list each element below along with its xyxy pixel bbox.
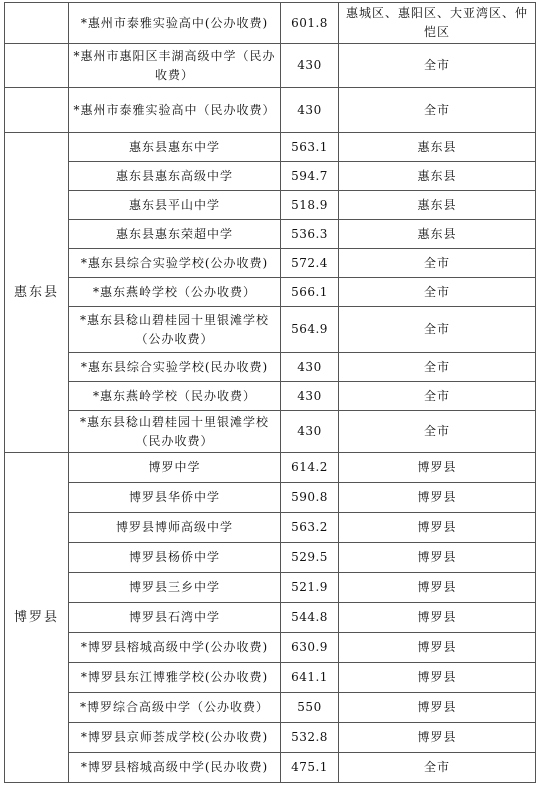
table-row bbox=[5, 191, 536, 220]
school-cell: 惠东县平山中学 bbox=[69, 191, 281, 220]
area-cell: 博罗县 bbox=[339, 633, 536, 663]
table-row bbox=[5, 453, 536, 483]
area-cell: 全市 bbox=[339, 382, 536, 411]
area-cell: 博罗县 bbox=[339, 483, 536, 513]
table-row bbox=[5, 133, 536, 162]
area-cell: 博罗县 bbox=[339, 513, 536, 543]
score-cell: 563.2 bbox=[281, 513, 339, 543]
table-row bbox=[5, 249, 536, 278]
school-cell: *惠东燕岭学校（公办收费） bbox=[69, 278, 281, 307]
area-cell: 全市 bbox=[339, 44, 536, 88]
table-row bbox=[5, 513, 536, 543]
table-row bbox=[5, 603, 536, 633]
score-cell: 518.9 bbox=[281, 191, 339, 220]
table-row bbox=[5, 307, 536, 353]
school-cell: 博罗中学 bbox=[69, 453, 281, 483]
school-cell: 博罗县石湾中学 bbox=[69, 603, 281, 633]
score-cell: 430 bbox=[281, 353, 339, 382]
score-cell: 563.1 bbox=[281, 133, 339, 162]
table-row bbox=[5, 723, 536, 753]
region-cell bbox=[5, 3, 69, 44]
table-row bbox=[5, 633, 536, 663]
school-cell: *惠州市泰雅实验高中(公办收费) bbox=[69, 3, 281, 44]
school-cell: *惠东县综合实验学校(公办收费) bbox=[69, 249, 281, 278]
school-cell: 博罗县华侨中学 bbox=[69, 483, 281, 513]
score-cell: 475.1 bbox=[281, 753, 339, 783]
admission-score-table bbox=[4, 2, 536, 783]
score-cell: 536.3 bbox=[281, 220, 339, 249]
region-cell bbox=[5, 44, 69, 88]
score-cell: 614.2 bbox=[281, 453, 339, 483]
area-cell: 惠东县 bbox=[339, 162, 536, 191]
school-cell: 惠东县惠东高级中学 bbox=[69, 162, 281, 191]
table-row bbox=[5, 220, 536, 249]
table-row bbox=[5, 753, 536, 783]
area-cell: 全市 bbox=[339, 411, 536, 453]
school-cell: 博罗县三乡中学 bbox=[69, 573, 281, 603]
area-cell: 全市 bbox=[339, 753, 536, 783]
school-cell: *博罗县京师荟成学校(公办收费) bbox=[69, 723, 281, 753]
area-cell: 全市 bbox=[339, 278, 536, 307]
school-cell: 惠东县惠东荣超中学 bbox=[69, 220, 281, 249]
area-cell: 惠东县 bbox=[339, 191, 536, 220]
school-cell: *惠东县综合实验学校(民办收费) bbox=[69, 353, 281, 382]
school-cell: 惠东县惠东中学 bbox=[69, 133, 281, 162]
table-row bbox=[5, 88, 536, 133]
area-cell: 全市 bbox=[339, 88, 536, 133]
score-cell: 529.5 bbox=[281, 543, 339, 573]
table-row bbox=[5, 44, 536, 88]
score-cell: 430 bbox=[281, 382, 339, 411]
table-row bbox=[5, 162, 536, 191]
area-cell: 惠城区、惠阳区、大亚湾区、仲恺区 bbox=[339, 3, 536, 44]
area-cell: 博罗县 bbox=[339, 543, 536, 573]
area-cell: 博罗县 bbox=[339, 573, 536, 603]
region-cell: 博罗县 bbox=[5, 453, 69, 783]
school-cell: *惠东县稔山碧桂园十里银滩学校（民办收费） bbox=[69, 411, 281, 453]
school-cell: *惠州市泰雅实验高中（民办收费） bbox=[69, 88, 281, 133]
school-cell: *惠州市惠阳区丰湖高级中学（民办收费） bbox=[69, 44, 281, 88]
table-row bbox=[5, 3, 536, 44]
table-row bbox=[5, 353, 536, 382]
area-cell: 惠东县 bbox=[339, 133, 536, 162]
score-cell: 430 bbox=[281, 411, 339, 453]
area-cell: 博罗县 bbox=[339, 663, 536, 693]
table-row bbox=[5, 573, 536, 603]
score-cell: 564.9 bbox=[281, 307, 339, 353]
school-cell: 博罗县杨侨中学 bbox=[69, 543, 281, 573]
score-cell: 594.7 bbox=[281, 162, 339, 191]
score-cell: 630.9 bbox=[281, 633, 339, 663]
table-row bbox=[5, 483, 536, 513]
score-cell: 430 bbox=[281, 88, 339, 133]
score-cell: 521.9 bbox=[281, 573, 339, 603]
school-cell: *惠东燕岭学校（民办收费） bbox=[69, 382, 281, 411]
score-cell: 566.1 bbox=[281, 278, 339, 307]
score-cell: 532.8 bbox=[281, 723, 339, 753]
area-cell: 博罗县 bbox=[339, 693, 536, 723]
school-cell: *惠东县稔山碧桂园十里银滩学校（公办收费） bbox=[69, 307, 281, 353]
school-cell: *博罗县榕城高级中学(民办收费) bbox=[69, 753, 281, 783]
table-row bbox=[5, 411, 536, 453]
score-cell: 550 bbox=[281, 693, 339, 723]
score-cell: 572.4 bbox=[281, 249, 339, 278]
school-cell: *博罗综合高级中学（公办收费） bbox=[69, 693, 281, 723]
region-cell: 惠东县 bbox=[5, 133, 69, 453]
score-cell: 430 bbox=[281, 44, 339, 88]
area-cell: 博罗县 bbox=[339, 453, 536, 483]
table-row bbox=[5, 663, 536, 693]
area-cell: 博罗县 bbox=[339, 603, 536, 633]
area-cell: 博罗县 bbox=[339, 723, 536, 753]
table-row bbox=[5, 382, 536, 411]
school-cell: 博罗县博师高级中学 bbox=[69, 513, 281, 543]
score-cell: 590.8 bbox=[281, 483, 339, 513]
school-cell: *博罗县榕城高级中学(公办收费) bbox=[69, 633, 281, 663]
score-cell: 601.8 bbox=[281, 3, 339, 44]
score-cell: 641.1 bbox=[281, 663, 339, 693]
school-cell: *博罗县东江博雅学校(公办收费) bbox=[69, 663, 281, 693]
area-cell: 全市 bbox=[339, 249, 536, 278]
table-row bbox=[5, 693, 536, 723]
table-row bbox=[5, 278, 536, 307]
region-cell bbox=[5, 88, 69, 133]
area-cell: 全市 bbox=[339, 353, 536, 382]
area-cell: 惠东县 bbox=[339, 220, 536, 249]
score-cell: 544.8 bbox=[281, 603, 339, 633]
table-row bbox=[5, 543, 536, 573]
area-cell: 全市 bbox=[339, 307, 536, 353]
